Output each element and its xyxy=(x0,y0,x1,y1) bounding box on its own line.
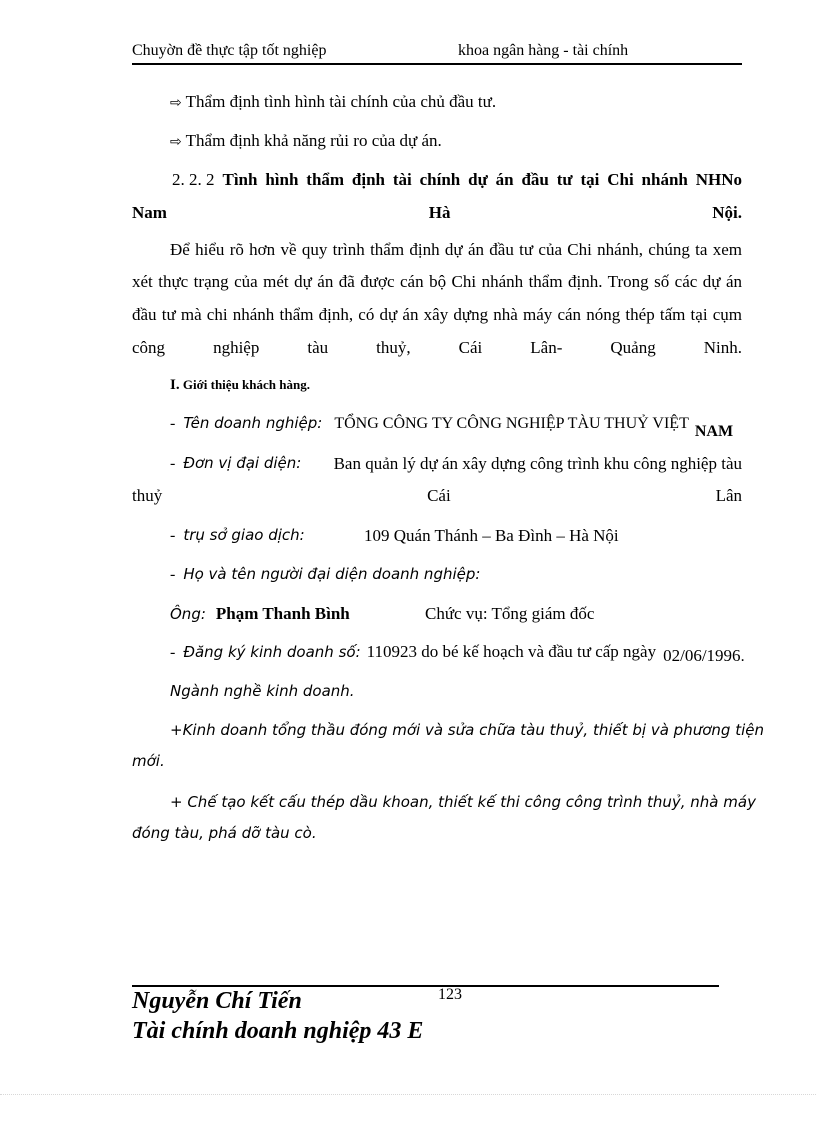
page-bottom-edge xyxy=(0,1094,816,1095)
paragraph-word: Ninh. xyxy=(703,338,742,357)
company-value: TỔNG CÔNG TY CÔNG NGHIỆP TÀU THUỶ VIỆT xyxy=(334,415,689,432)
mr-label: Ông: xyxy=(170,605,206,623)
reg-label: Đăng ký kinh doanh số: xyxy=(183,643,361,661)
company-line xyxy=(170,414,734,440)
mr-line xyxy=(170,604,350,624)
footer-author: Nguyễn Chí Tiến xyxy=(132,988,302,1014)
office-value: 109 Quán Thánh – Ba Đình – Hà Nội xyxy=(364,526,619,545)
section-word: Nội. xyxy=(712,203,742,222)
dash: - xyxy=(170,644,176,661)
rep-label: Họ và tên người đại diện doanh nghiệp: xyxy=(183,565,481,583)
paragraph-word: Lân- xyxy=(530,338,563,357)
paragraph-line-1: Để hiểu rõ hơn về quy trình thẩm định dự án đầu tư của Chi nhánh, chúng ta xem xyxy=(170,240,742,259)
unit-line-2 xyxy=(132,486,742,506)
unit-line-1 xyxy=(170,454,742,474)
footer-class: Tài chính doanh nghiệp 43 E xyxy=(132,1018,424,1044)
business-item-2-line-2: đóng tàu, phá dỡ tàu cò. xyxy=(132,824,317,842)
section-heading-line1 xyxy=(172,170,742,190)
section-word: Hà xyxy=(428,203,451,222)
paragraph-line-3: đầu tư mà chi nhánh thẩm định, có dự án xây dựng nhà máy cán nóng thép tấm tại cụm xyxy=(132,305,742,324)
reg-date: 02/06/1996 xyxy=(663,646,741,665)
business-heading: Ngành nghề kinh doanh. xyxy=(170,682,355,700)
paragraph-line-2: xét thực trạng của mét dự án đã được cán bộ Chi nhánh thẩm định. Trong số các dự án xyxy=(132,272,742,291)
header-right: khoa ngân hàng - tài chính xyxy=(458,42,629,59)
dash: - xyxy=(170,527,176,544)
mr-name: Phạm Thanh Bình xyxy=(215,604,350,623)
rep-line xyxy=(170,565,480,584)
page-number: 123 xyxy=(438,986,462,1003)
position: Chức vụ: Tổng giám đốc xyxy=(425,604,595,623)
header-left: Chuyờn đề thực tập tốt nghiệp xyxy=(132,42,327,59)
section-heading-line2 xyxy=(132,203,742,223)
intro-heading-number: I. xyxy=(170,377,180,393)
reg-tail: . xyxy=(740,648,745,665)
section-word: Nam xyxy=(132,203,167,222)
dash: - xyxy=(170,415,176,432)
paragraph-line-4 xyxy=(132,338,742,358)
dash: - xyxy=(170,566,176,583)
paragraph-word: công xyxy=(132,338,166,357)
arrow-right-icon: ⇨ xyxy=(170,134,182,150)
unit-label: Đơn vị đại diện: xyxy=(183,454,302,472)
footer-divider xyxy=(132,985,719,987)
business-item-1-line-1: +Kinh doanh tổng thầu đóng mới và sửa chữa tàu thuỷ, thiết bị và phương tiện xyxy=(170,721,764,739)
unit-value: Ban quản lý dự án xây dựng công trình khu công nghiệp tàu xyxy=(333,454,742,473)
section-title: Tình hình thẩm định tài chính dự án đầu tư tại Chi nhánh NHNo xyxy=(222,170,742,189)
business-item-1-line-2: mới. xyxy=(132,752,165,770)
paragraph-word: thuỷ, xyxy=(376,338,411,357)
unit-word: Cái xyxy=(427,486,451,505)
intro-heading-text: Giới thiệu khách hàng. xyxy=(179,377,310,392)
paragraph-word: nghiệp xyxy=(213,338,260,357)
bullet-item-2 xyxy=(170,131,442,151)
business-item-2-line-1: + Chế tạo kết cấu thép dầu khoan, thiết kế thi công công trình thuỷ, nhà máy xyxy=(170,793,756,811)
paragraph-word: tàu xyxy=(307,338,329,357)
paragraph-word: Quảng xyxy=(610,338,656,357)
arrow-right-icon: ⇨ xyxy=(170,95,182,111)
office-label: trụ sở giao dịch: xyxy=(183,526,305,544)
company-value-tail: NAM xyxy=(694,423,734,440)
paragraph-word: Cái xyxy=(458,338,483,357)
office-line xyxy=(170,526,305,545)
dash: - xyxy=(170,455,176,472)
intro-heading xyxy=(170,377,310,394)
reg-line xyxy=(170,642,745,665)
bullet-text-1: Thẩm định tình hình tài chính của chủ đầu tư. xyxy=(181,92,497,111)
unit-word: thuỷ xyxy=(132,486,163,505)
bullet-item-1 xyxy=(170,92,496,112)
header-divider xyxy=(132,63,742,65)
unit-word: Lân xyxy=(715,486,742,505)
section-number: 2. 2. 2 xyxy=(172,170,215,189)
company-label: Tên doanh nghiệp: xyxy=(183,414,323,432)
bullet-text-2: Thẩm định khả năng rủi ro của dự án. xyxy=(181,131,442,150)
reg-value: 110923 do bé kế hoạch và đầu tư cấp ngày xyxy=(366,642,657,661)
